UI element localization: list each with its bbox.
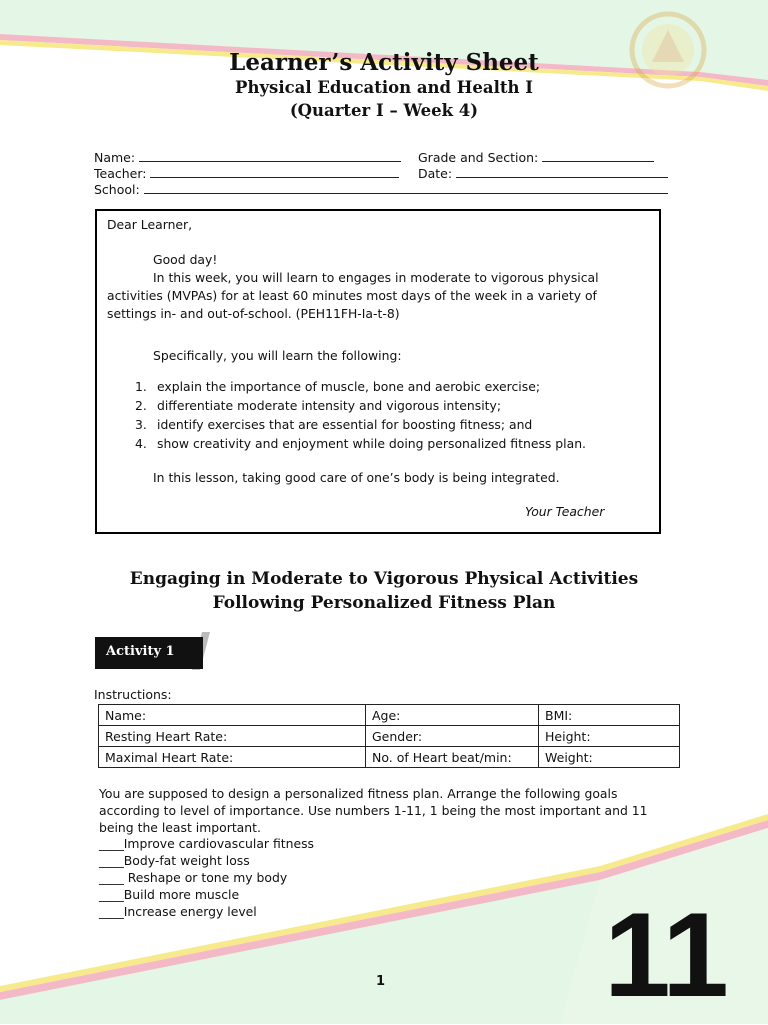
goal-item[interactable]: ____Build more muscle (99, 887, 240, 902)
objective-text: identify exercises that are essential for boosting fitness; and (157, 417, 533, 432)
letter-greeting: Good day! (153, 252, 218, 267)
table-cell[interactable]: Height: (539, 726, 680, 747)
date-field[interactable] (418, 166, 668, 181)
page-title: Learner’s Activity Sheet (229, 49, 539, 76)
letter-intro-line: In this week, you will learn to engages in moderate to vigorous physical (153, 270, 599, 285)
objective-number: 3. (135, 417, 147, 432)
teacher-field[interactable] (94, 166, 399, 181)
quarter-label: (Quarter I – Week 4) (289, 101, 479, 120)
grade-section-label: Grade and Section: (418, 150, 539, 165)
school-field[interactable] (94, 182, 668, 197)
grade-level-number: 11 (604, 888, 727, 1022)
letter-signature: Your Teacher (525, 504, 605, 519)
table-row (99, 747, 680, 768)
learner-info-table (98, 704, 680, 768)
teacher-label: Teacher: (94, 166, 147, 181)
table-cell[interactable]: Age: (366, 705, 539, 726)
objective-text: show creativity and enjoyment while doing personalized fitness plan. (157, 436, 586, 451)
table-cell[interactable]: BMI: (539, 705, 680, 726)
section-title: Engaging in Moderate to Vigorous Physical Activities (129, 569, 639, 589)
table-cell[interactable]: Resting Heart Rate: (99, 726, 366, 747)
grade-section-field[interactable] (418, 150, 654, 165)
table-cell[interactable]: Maximal Heart Rate: (99, 747, 366, 768)
instructions-label: Instructions: (94, 687, 172, 702)
table-row (99, 726, 680, 747)
school-label: School: (94, 182, 140, 197)
name-line[interactable] (139, 150, 401, 162)
date-label: Date: (418, 166, 453, 181)
table-cell[interactable]: Gender: (366, 726, 539, 747)
page-number: 1 (376, 974, 386, 989)
name-field[interactable] (94, 150, 401, 165)
goal-item[interactable]: ____Improve cardiovascular fitness (99, 836, 315, 851)
goal-item[interactable]: ____Increase energy level (99, 904, 257, 919)
section-subtitle: Following Personalized Fitness Plan (212, 593, 556, 613)
teacher-line[interactable] (150, 166, 399, 178)
letter-integration: In this lesson, taking good care of one’s body is being integrated. (153, 470, 560, 485)
letter-specifically: Specifically, you will learn the following: (153, 348, 402, 363)
subject-title: Physical Education and Health I (235, 78, 533, 97)
letter-intro-line: activities (MVPAs) for at least 60 minutes most days of the week in a variety of (107, 288, 597, 303)
grade-section-line[interactable] (542, 150, 654, 162)
activity-badge: Activity 1 (95, 637, 203, 669)
date-line[interactable] (456, 166, 668, 178)
letter-salutation: Dear Learner, (107, 217, 193, 232)
objective-number: 1. (135, 379, 147, 394)
objective-text: explain the importance of muscle, bone and aerobic exercise; (157, 379, 540, 394)
activity-instructions-text: You are supposed to design a personalized fitness plan. Arrange the following goals according to level of importance. Use numbers 1-11, 1 being the most important and 11 being the least important. (99, 786, 648, 835)
letter-box (95, 209, 661, 534)
table-cell[interactable]: Weight: (539, 747, 680, 768)
objective-number: 2. (135, 398, 147, 413)
goal-item[interactable]: ____ Reshape or tone my body (99, 870, 288, 885)
goal-item[interactable]: ____Body-fat weight loss (99, 853, 250, 868)
letter-intro-line: settings in- and out-of-school. (PEH11FH-Ia-t-8) (107, 306, 400, 321)
school-line[interactable] (144, 182, 668, 194)
objective-text: differentiate moderate intensity and vigorous intensity; (157, 398, 501, 413)
name-label: Name: (94, 150, 136, 165)
table-cell[interactable]: Name: (99, 705, 366, 726)
objective-number: 4. (135, 436, 147, 451)
table-cell[interactable]: No. of Heart beat/min: (366, 747, 539, 768)
table-row (99, 705, 680, 726)
